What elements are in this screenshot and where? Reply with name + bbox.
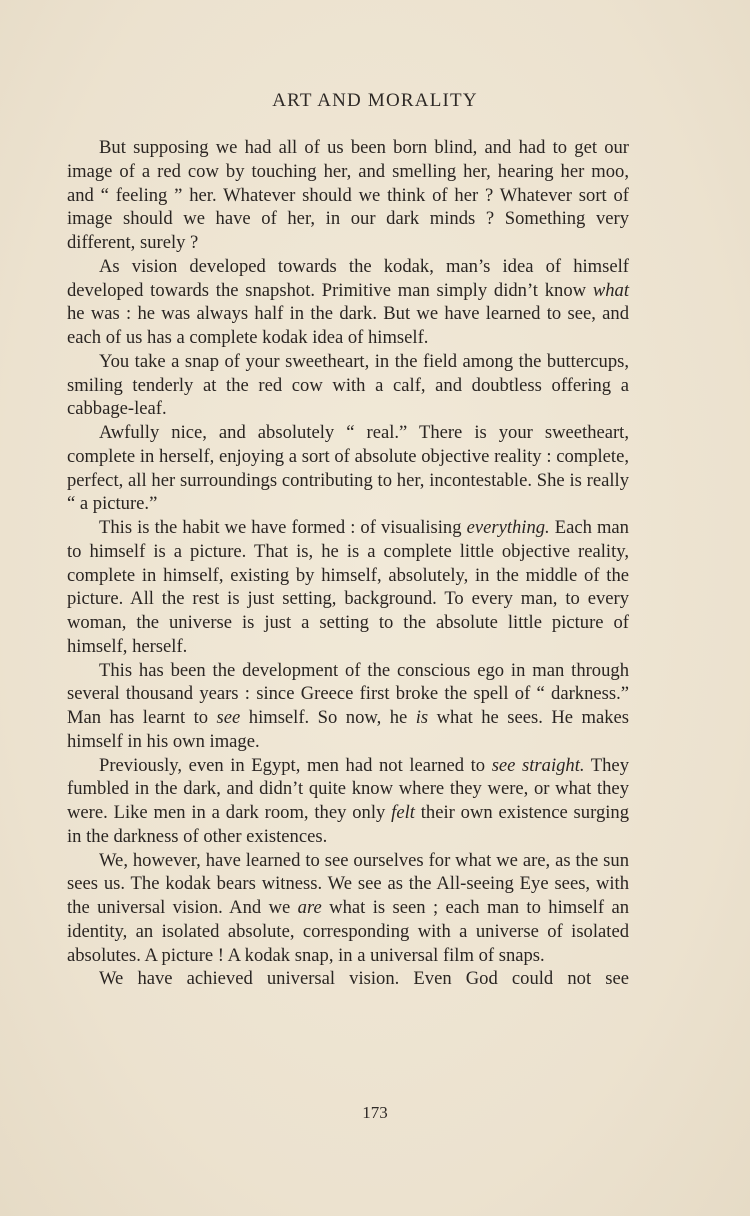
text-run: This has been the development of the conscious ego in man through several thousand years : since Greece first broke the spell of “ darkness.” Man has learnt to bbox=[67, 659, 629, 728]
text-run: Each man to himself is a picture. That is, he is a complete little objective reality, complete in himself, existing by himself, absolutely, in the middle of the picture. All the rest is just setting, background. To every man, to every woman, the universe is just a setting to the absolute little picture of himself, herself. bbox=[67, 517, 629, 657]
paragraph bbox=[67, 659, 629, 754]
text-run: Previously, even in Egypt, men had not learned to bbox=[99, 754, 492, 776]
text-run: We, however, have learned to see ourselves for what we are, as the sun sees us. The kodak bears witness. We see as the All-seeing Eye sees, with the universal vision. And we bbox=[67, 849, 629, 918]
page-number: 173 bbox=[362, 1103, 388, 1122]
text-run: As vision developed towards the kodak, man’s idea of himself developed towards the snapshot. Primitive man simply didn’t know bbox=[67, 255, 629, 301]
text-run: They fumbled in the dark, and didn’t quite know where they were, or what they were. Like men in a dark room, they only bbox=[67, 754, 629, 823]
text-run: You take a snap of your sweetheart, in the field among the buttercups, smiling tenderly at the red cow with a calf, and doubtless offering a cabbage-leaf. bbox=[67, 350, 629, 420]
text-run: This is the habit we have formed : of visualising bbox=[99, 517, 467, 538]
paragraph bbox=[67, 136, 629, 255]
text-run: But supposing we had all of us been born blind, and had to get our image of a red cow by touching her, and smelling her, hearing her moo, and “ feeling ” her. Whatever should we think of her ? Whatever sort of image should we have of her, in our dark minds ? Something very different, surely ? bbox=[67, 137, 629, 253]
paragraph bbox=[67, 421, 629, 516]
paragraph bbox=[67, 849, 629, 968]
text-run: he was : he was always half in the dark. But we have learned to see, and each of us has a complete kodak idea of himself. bbox=[67, 303, 629, 348]
italic-text: everything. bbox=[466, 517, 550, 538]
body-text bbox=[67, 136, 629, 991]
text-run: We have achieved universal vision. Even God could not see bbox=[99, 968, 629, 990]
running-head: ART AND MORALITY bbox=[272, 90, 478, 111]
italic-text: felt bbox=[391, 802, 415, 823]
italic-text: what bbox=[592, 279, 629, 301]
paragraph bbox=[67, 967, 629, 991]
text-run: their own existence surging in the darkness of other existences. bbox=[67, 802, 629, 847]
paragraph bbox=[67, 754, 629, 849]
paragraph bbox=[67, 350, 629, 421]
paragraph bbox=[67, 255, 629, 350]
italic-text: are bbox=[297, 897, 322, 918]
italic-text: see straight. bbox=[491, 754, 585, 776]
text-run: what he sees. He makes himself in his own image. bbox=[67, 707, 629, 752]
text-run: what is seen ; each man to himself an identity, an isolated absolute, corresponding with a universe of isolated absolutes. A picture ! A kodak snap, in a universal film of snaps. bbox=[67, 897, 629, 966]
text-run: Awfully nice, and absolutely “ real.” There is your sweetheart, complete in herself, enjoying a sort of absolute objective reality : complete, perfect, all her surroundings contributing to her, incontestable. She is really “ a picture.” bbox=[67, 422, 629, 515]
italic-text: see bbox=[216, 707, 241, 728]
paragraph bbox=[67, 516, 629, 659]
text-run: himself. So now, he bbox=[240, 707, 416, 728]
italic-text: is bbox=[415, 707, 429, 728]
